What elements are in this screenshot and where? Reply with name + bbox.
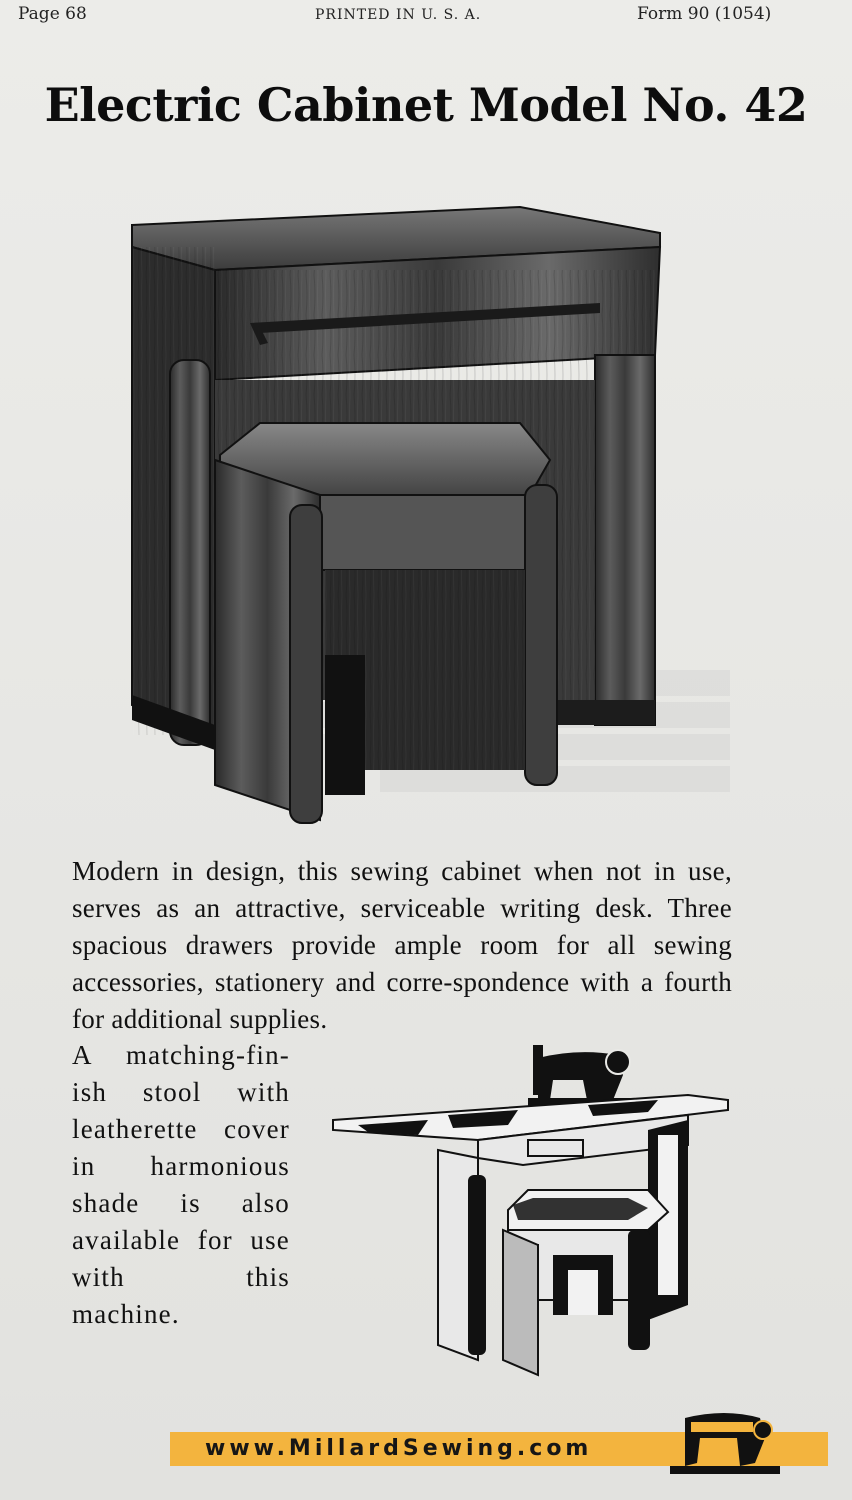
stool-description: A matching-fin-ish stool with leatherette cover in harmonious shade is also available for use with this machine. [72,1040,290,1329]
cabinet-photo [120,195,670,835]
website-url[interactable]: www.MillardSewing.com [205,1436,593,1461]
sewing-machine-logo [665,1408,785,1478]
description-paragraph: Modern in design, this sewing cabinet when not in use, serves as an attractive, serviceable writing desk. Three spacious drawers provide ample room for all sewing accessories, stationery and corre-spondence with a fourth for additional supplies. [72,856,732,1034]
printed-label: PRINTED IN U. S. A. [315,7,482,23]
page-title: Electric Cabinet Model No. 42 [44,78,808,132]
page-number: Page 68 [18,4,87,24]
form-number: Form 90 (1054) [637,4,772,24]
open-cabinet-illustration [328,1040,733,1385]
